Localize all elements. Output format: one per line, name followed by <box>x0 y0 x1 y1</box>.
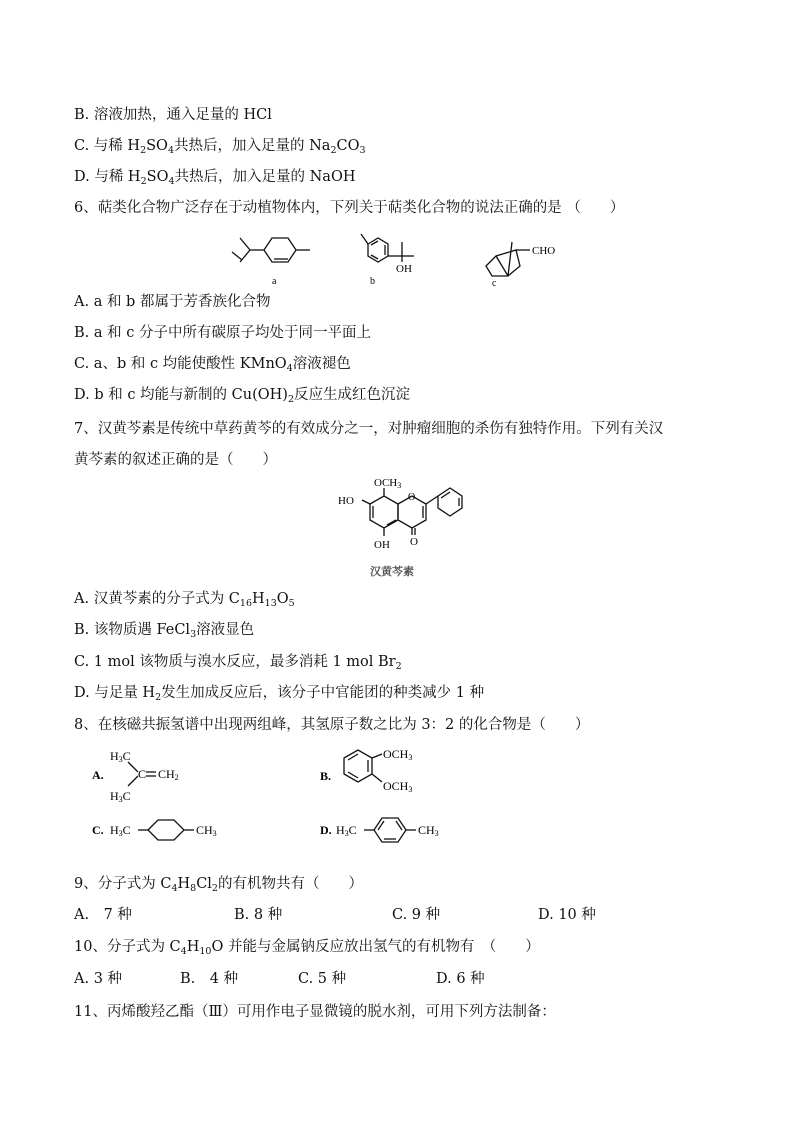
ch3-label: CH3 <box>196 823 217 838</box>
och3-group: OCH3 <box>374 478 402 490</box>
q7-option-d: D. 与足量 $H_2$发生加成反应后，该分子中官能团的种类减少 1 种 <box>74 685 485 703</box>
q9-option-c: C. 9 种 <box>392 907 441 923</box>
label-a: a <box>272 276 277 287</box>
option-label-a: A. <box>92 768 104 782</box>
methyl-label: H3C <box>336 823 357 838</box>
oh-group-2: OH <box>374 539 390 551</box>
question-9: 9、分子式为 $C_4H_8Cl_2$的有机物共有（ ） <box>74 876 363 894</box>
q10-option-d: D. 6 种 <box>436 971 485 987</box>
cho-group: CHO <box>532 245 556 257</box>
q7-option-c: C. 1 mol 该物质与溴水反应，最多消耗 1 mol $Br_2$ <box>74 654 402 672</box>
option-line: B. 溶液加热，通入足量的 HCl <box>74 107 272 123</box>
question-10: 10、分子式为 $C_4H_{10}O$ 并能与金属钠反应放出氢气的有机物有 （ ） <box>74 939 540 957</box>
ch2-label: CH2 <box>158 767 179 782</box>
q10-option-c: C. 5 种 <box>298 971 347 987</box>
label-b: b <box>370 276 375 287</box>
question-8: 8、在核磁共振氢谱中出现两组峰，其氢原子数之比为 3：2 的化合物是（ ） <box>74 717 590 733</box>
methyl-label: H3C <box>110 789 131 804</box>
q9-option-d: D. 10 种 <box>538 907 596 923</box>
wogonin-structure-figure <box>330 478 470 584</box>
q10-option-a: A. 3 种 <box>74 971 123 987</box>
question-11: 11、丙烯酸羟乙酯（Ⅲ）可用作电子显微镜的脱水剂，可用下列方法制备： <box>74 1004 556 1020</box>
alkene-carbon: C <box>138 767 147 781</box>
figure-caption: 汉黄芩素 <box>370 566 414 578</box>
q6-option-d: D. b 和 c 均能与新制的 $Cu(OH)_2$反应生成红色沉淀 <box>74 387 410 405</box>
och3-label: OCH3 <box>383 747 413 762</box>
methyl-label: H3C <box>110 749 131 764</box>
methyl-label: H3C <box>110 823 131 838</box>
q6-option-c: C. a、b 和 c 均能使酸性 KMnO$_4$溶液褪色 <box>74 356 351 374</box>
option-label-d: D. <box>320 823 332 837</box>
question-6: 6、萜类化合物广泛存在于动植物体内，下列关于萜类化合物的说法正确的是 （ ） <box>74 200 625 216</box>
q7-option-b: B. 该物质遇 FeCl$_3$溶液显色 <box>74 622 255 640</box>
label-c: c <box>492 278 497 288</box>
terpene-structures-figure <box>218 228 578 288</box>
q6-option-b: B. a 和 c 分子中所有碳原子均处于同一平面上 <box>74 325 371 341</box>
oh-group: OH <box>396 263 412 275</box>
och3-label: OCH3 <box>383 779 413 794</box>
question-7-line2: 黄芩素的叙述正确的是（ ） <box>74 452 277 468</box>
carbonyl-o: O <box>410 536 418 548</box>
q10-option-b: B. 4 种 <box>180 971 239 987</box>
option-line: D. 与稀 $H_2SO_4$共热后，加入足量的 NaOH <box>74 169 356 187</box>
option-label-b: B. <box>320 769 332 783</box>
q7-option-a: A. 汉黄芩素的分子式为 $C_{16}H_{13}O_5$ <box>74 591 295 609</box>
ho-group-1: HO <box>338 495 354 507</box>
nmr-options-figure <box>80 742 460 852</box>
option-label-c: C. <box>92 823 104 837</box>
ring-o: O <box>408 492 416 503</box>
q9-option-a: A. 7 种 <box>74 907 132 923</box>
q9-option-b: B. 8 种 <box>234 907 283 923</box>
q6-option-a: A. a 和 b 都属于芳香族化合物 <box>74 294 271 310</box>
ch3-label: CH3 <box>418 823 439 838</box>
question-7-line1: 7、汉黄芩素是传统中草药黄芩的有效成分之一，对肿瘤细胞的杀伤有独特作用。下列有关汉 <box>74 421 664 437</box>
option-line: C. 与稀 $H_2SO_4$共热后，加入足量的 $Na_2CO_3$ <box>74 138 366 156</box>
